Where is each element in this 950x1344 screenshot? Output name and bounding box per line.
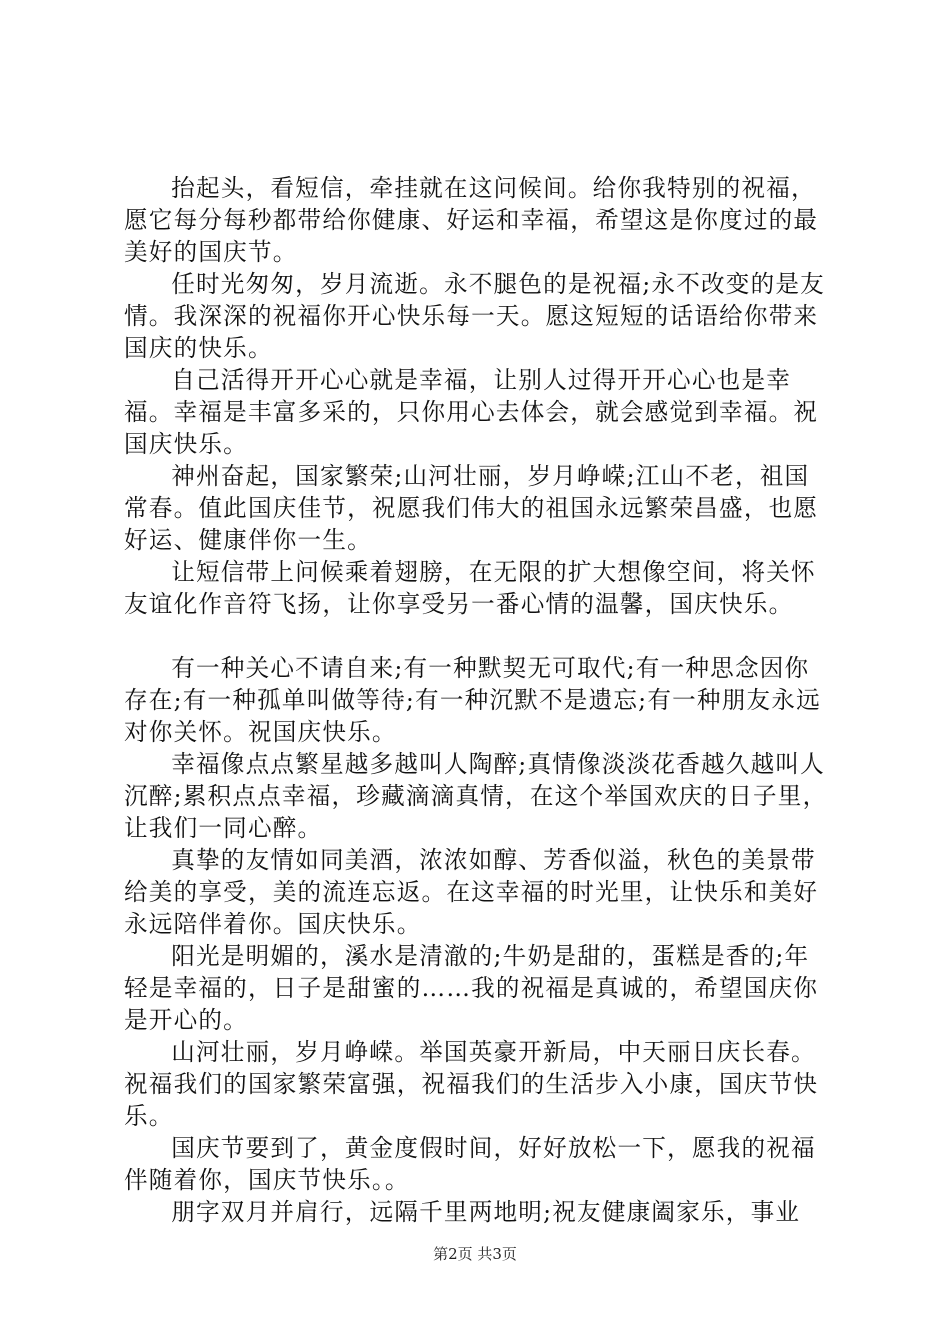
paragraph: 抬起头，看短信，牵挂就在这问候间。给你我特别的祝福，愿它每分每秒都带给你健康、好运和幸福，希望这是你度过的最美好的国庆节。 — [124, 174, 819, 266]
paragraph: 让短信带上问候乘着翅膀，在无限的扩大想像空间，将关怀友谊化作音符飞扬，让你享受另一番心情的温馨，国庆快乐。 — [124, 558, 816, 618]
paragraph: 山河壮丽，岁月峥嵘。举国英豪开新局，中天丽日庆长春。祝福我们的国家繁荣富强，祝福我们的生活步入小康，国庆节快乐。 — [124, 1038, 819, 1130]
paragraph: 神州奋起，国家繁荣;山河壮丽，岁月峥嵘;江山不老，祖国常春。值此国庆佳节，祝愿我们伟大的祖国永远繁荣昌盛，也愿好运、健康伴你一生。 — [124, 462, 819, 554]
paragraph: 国庆节要到了，黄金度假时间，好好放松一下，愿我的祝福伴随着你，国庆节快乐。。 — [124, 1134, 816, 1194]
paragraph: 朋字双月并肩行，远隔千里两地明;祝友健康阖家乐，事业 — [171, 1198, 801, 1226]
paragraph: 阳光是明媚的，溪水是清澈的;牛奶是甜的，蛋糕是香的;年轻是幸福的，日子是甜蜜的……我的祝福是真诚的，希望国庆你是开心的。 — [124, 942, 819, 1034]
page-number-footer: 第2页 共3页 — [433, 1245, 517, 1263]
paragraph: 真挚的友情如同美酒，浓浓如醇、芳香似溢，秋色的美景带给美的享受，美的流连忘返。在这幸福的时光里，让快乐和美好永远陪伴着你。国庆快乐。 — [124, 846, 819, 938]
document-body — [124, 172, 834, 1228]
paragraph: 有一种关心不请自来;有一种默契无可取代;有一种思念因你存在;有一种孤单叫做等待;有一种沉默不是遗忘;有一种朋友永远对你关怀。祝国庆快乐。 — [124, 654, 821, 746]
paragraph: 自己活得开开心心就是幸福，让别人过得开开心心也是幸福。幸福是丰富多采的，只你用心去体会，就会感觉到幸福。祝国庆快乐。 — [124, 366, 819, 458]
paragraph: 任时光匆匆，岁月流逝。永不腿色的是祝福;永不改变的是友情。我深深的祝福你开心快乐每一天。愿这短短的话语给你带来国庆的快乐。 — [124, 270, 825, 362]
paragraph: 幸福像点点繁星越多越叫人陶醉;真情像淡淡花香越久越叫人沉醉;累积点点幸福，珍藏滴滴真情，在这个举国欢庆的日子里，让我们一同心醉。 — [124, 750, 828, 842]
